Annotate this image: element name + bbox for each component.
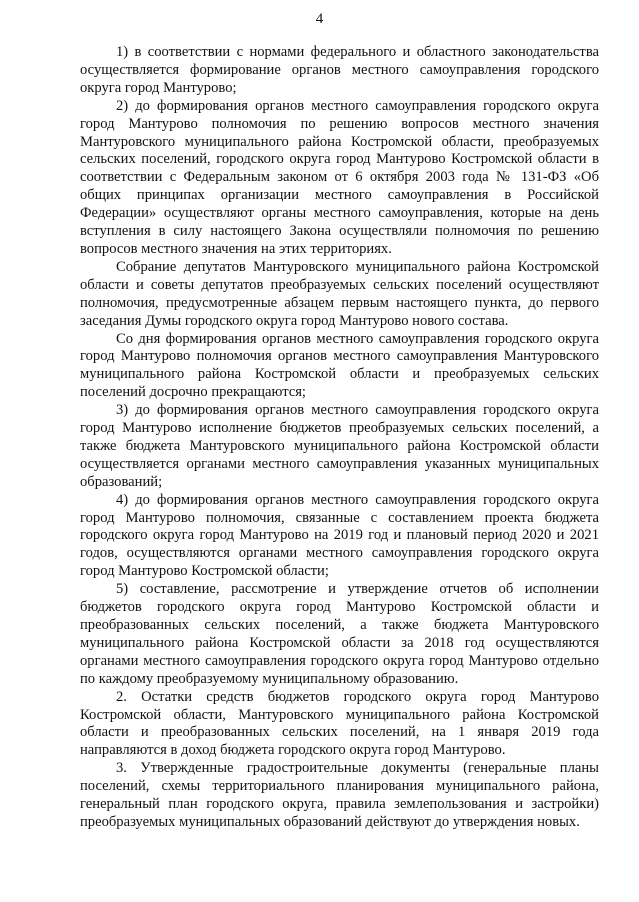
paragraph-item-5: 5) составление, рассмотрение и утверждение отчетов об исполнении бюджетов городского округа город Мантурово Костромской области и преобразованных сельских поселений, а также бюджета Мантуровского муниципального района Костромской области за 2018 год осуществляются органами местного самоуправления городского округа город Мантурово отдельно по каждому преобразуемому муниципальному образованию. (80, 581, 599, 687)
page-number: 4 (315, 11, 324, 27)
paragraph-item-4: 4) до формирования органов местного самоуправления городского округа город Мантурово полномочия, связанные с составлением проекта бюджета городского округа город Мантурово на 2019 год и плановый период 2020 и 2021 годов, осуществляются органами местного самоуправления городского округа город Мантурово Костромской области; (80, 491, 599, 580)
paragraph-item-1: 1) в соответствии с нормами федерального и областного законодательства осуществляется формирование органов местного самоуправления городского округа город Мантурово; (80, 44, 599, 96)
paragraph-council-powers: Собрание депутатов Мантуровского муниципального района Костромской области и советы депутатов преобразуемых сельских поселений осуществляют полномочия, предусмотренные абзацем первым настоящего пункта, до первого заседания Думы городского округа город Мантурово нового состава. (80, 258, 599, 329)
paragraph-powers-termination: Со дня формирования органов местного самоуправления городского округа город Мантурово полномочия органов местного самоуправления Мантуровского муниципального района Костромской области и преобразуемых сельских поселений досрочно прекращаются; (80, 330, 599, 401)
paragraph-section-2: 2. Остатки средств бюджетов городского округа город Мантурово Костромской области, Мантуровского муниципального района Костромской области и преобразованных сельских поселений, на 1 января 2019 года направляются в доход бюджета городского округа город Мантурово. (80, 688, 599, 759)
paragraph-item-3: 3) до формирования органов местного самоуправления городского округа город Мантурово исполнение бюджетов преобразуемых сельских поселений, а также бюджета Мантуровского муниципального района Костромской области осуществляется органами местного самоуправления указанных муниципальных образований; (80, 402, 599, 490)
document-body (80, 44, 599, 832)
paragraph-section-3: 3. Утвержденные градостроительные документы (генеральные планы поселений, схемы территориального планирования муниципального района, генеральный план городского округа, правила землепользования и застройки) преобразуемых муниципальных образований действуют до утверждения новых. (80, 760, 599, 830)
paragraph-item-2: 2) до формирования органов местного самоуправления городского округа город Мантурово полномочия по решению вопросов местного значения Мантуровского муниципального района Костромской области, преобразуемых сельских поселений, городского округа город Мантурово Костромской области в соответствии с Федеральным законом от 6 октября 2003 года № 131-ФЗ «Об общих принципах организации местного самоуправления в Российской Федерации» осуществляют органы местного самоуправления, которые на день вступления в силу настоящего Закона осуществляли полномочия по решению вопросов местного значения на этих территориях. (80, 97, 599, 257)
